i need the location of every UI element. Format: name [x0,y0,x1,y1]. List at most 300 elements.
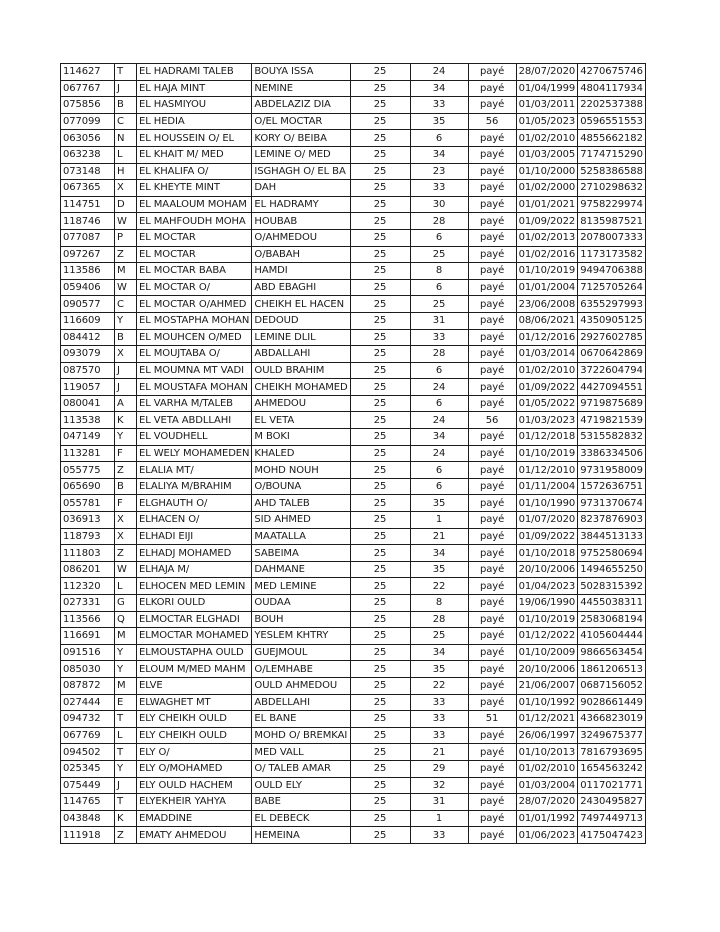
table-row [61,810,646,827]
table-row [61,478,646,495]
payment-status-cell: payé [468,595,516,612]
amount-cell: 25 [350,512,410,529]
letter-code-cell: J [115,777,137,794]
parent-name-cell: KORY O/ BEIBA [252,130,350,147]
payment-status-cell: payé [468,445,516,462]
date-cell: 01/03/2011 [516,97,578,114]
name-cell: EMATY AHMEDOU [137,827,252,844]
date-cell: 01/09/2022 [516,528,578,545]
letter-code-cell: E [115,694,137,711]
phone-number-cell: 2430495827 [578,794,646,811]
letter-code-cell: T [115,64,137,81]
date-cell: 01/03/2014 [516,346,578,363]
payment-status-cell: payé [468,628,516,645]
table-row [61,312,646,329]
letter-code-cell: N [115,130,137,147]
name-cell: ELY OULD HACHEM [137,777,252,794]
amount-cell: 25 [350,810,410,827]
record-id-cell: 075449 [61,777,115,794]
phone-number-cell: 2202537388 [578,97,646,114]
date-cell: 01/02/2016 [516,246,578,263]
record-id-cell: 113566 [61,611,115,628]
letter-code-cell: C [115,113,137,130]
name-cell: EL MOUJTABA O/ [137,346,252,363]
date-cell: 01/02/2010 [516,130,578,147]
parent-name-cell: ISGHAGH O/ EL BA [252,163,350,180]
amount-cell: 25 [350,263,410,280]
name-cell: ELHACEN O/ [137,512,252,529]
date-cell: 01/12/2016 [516,329,578,346]
payment-status-cell: payé [468,495,516,512]
phone-number-cell: 9866563454 [578,644,646,661]
phone-number-cell: 4855662182 [578,130,646,147]
amount-cell: 25 [350,495,410,512]
count-cell: 22 [410,578,468,595]
name-cell: EL MOUHCEN O/MED [137,329,252,346]
phone-number-cell: 0117021771 [578,777,646,794]
name-cell: EL MOCTAR O/AHMED [137,296,252,313]
letter-code-cell: G [115,595,137,612]
record-id-cell: 093079 [61,346,115,363]
amount-cell: 25 [350,578,410,595]
name-cell: EL VETA ABDLLAHI [137,412,252,429]
date-cell: 01/12/2021 [516,711,578,728]
payment-status-cell: payé [468,213,516,230]
phone-number-cell: 9731370674 [578,495,646,512]
date-cell: 20/10/2006 [516,561,578,578]
parent-name-cell: EL BANE [252,711,350,728]
phone-number-cell: 4270675746 [578,64,646,81]
date-cell: 01/04/2023 [516,578,578,595]
payment-status-cell: payé [468,578,516,595]
phone-number-cell: 9758229974 [578,196,646,213]
payment-status-cell: payé [468,196,516,213]
name-cell: ELMOUSTAPHA OULD [137,644,252,661]
count-cell: 34 [410,146,468,163]
table-row [61,429,646,446]
parent-name-cell: SABEIMA [252,545,350,562]
count-cell: 21 [410,528,468,545]
amount-cell: 25 [350,794,410,811]
amount-cell: 25 [350,130,410,147]
letter-code-cell: B [115,329,137,346]
date-cell: 01/10/1992 [516,694,578,711]
name-cell: EL HAJA MINT [137,80,252,97]
record-id-cell: 118793 [61,528,115,545]
records-table-body [61,64,646,844]
table-row [61,163,646,180]
payment-status-cell: payé [468,296,516,313]
letter-code-cell: Y [115,429,137,446]
parent-name-cell: GUEJMOUL [252,644,350,661]
phone-number-cell: 2710298632 [578,180,646,197]
parent-name-cell: EL VETA [252,412,350,429]
phone-number-cell: 7174715290 [578,146,646,163]
name-cell: EL HADRAMI TALEB [137,64,252,81]
parent-name-cell: O/BOUNA [252,478,350,495]
parent-name-cell: BOUH [252,611,350,628]
phone-number-cell: 2927602785 [578,329,646,346]
date-cell: 19/06/1990 [516,595,578,612]
amount-cell: 25 [350,478,410,495]
parent-name-cell: LEMINE DLIL [252,329,350,346]
parent-name-cell: OULD BRAHIM [252,362,350,379]
payment-status-cell: payé [468,727,516,744]
count-cell: 21 [410,744,468,761]
date-cell: 01/09/2022 [516,213,578,230]
amount-cell: 25 [350,229,410,246]
count-cell: 28 [410,611,468,628]
payment-status-cell: 51 [468,711,516,728]
count-cell: 28 [410,213,468,230]
letter-code-cell: T [115,794,137,811]
record-id-cell: 114627 [61,64,115,81]
name-cell: ELHOCEN MED LEMIN [137,578,252,595]
payment-status-cell: payé [468,379,516,396]
table-row [61,263,646,280]
amount-cell: 25 [350,711,410,728]
table-row [61,644,646,661]
letter-code-cell: Q [115,611,137,628]
date-cell: 01/10/2013 [516,744,578,761]
phone-number-cell: 4427094551 [578,379,646,396]
table-row [61,346,646,363]
parent-name-cell: OUDAA [252,595,350,612]
phone-number-cell: 5258386588 [578,163,646,180]
table-row [61,296,646,313]
table-row [61,113,646,130]
record-id-cell: 112320 [61,578,115,595]
table-row [61,362,646,379]
date-cell: 01/02/2010 [516,760,578,777]
parent-name-cell: ABD EBAGHI [252,279,350,296]
name-cell: EL VARHA M/TALEB [137,395,252,412]
record-id-cell: 080041 [61,395,115,412]
record-id-cell: 073148 [61,163,115,180]
table-row [61,545,646,562]
record-id-cell: 077087 [61,229,115,246]
phone-number-cell: 1654563242 [578,760,646,777]
letter-code-cell: A [115,395,137,412]
name-cell: EL MOCTAR BABA [137,263,252,280]
record-id-cell: 067365 [61,180,115,197]
table-row [61,146,646,163]
count-cell: 25 [410,628,468,645]
phone-number-cell: 1572636751 [578,478,646,495]
parent-name-cell: OULD AHMEDOU [252,677,350,694]
letter-code-cell: K [115,412,137,429]
name-cell: EL KHALIFA O/ [137,163,252,180]
letter-code-cell: Y [115,760,137,777]
date-cell: 01/07/2020 [516,512,578,529]
count-cell: 6 [410,130,468,147]
letter-code-cell: X [115,346,137,363]
count-cell: 24 [410,412,468,429]
date-cell: 01/12/2022 [516,628,578,645]
parent-name-cell: DEDOUD [252,312,350,329]
record-id-cell: 113281 [61,445,115,462]
parent-name-cell: O/LEMHABE [252,661,350,678]
amount-cell: 25 [350,296,410,313]
amount-cell: 25 [350,329,410,346]
amount-cell: 25 [350,346,410,363]
phone-number-cell: 3249675377 [578,727,646,744]
record-id-cell: 027331 [61,595,115,612]
date-cell: 01/02/2000 [516,180,578,197]
name-cell: ELHAJA M/ [137,561,252,578]
letter-code-cell: B [115,97,137,114]
phone-number-cell: 5028315392 [578,578,646,595]
count-cell: 35 [410,113,468,130]
table-row [61,495,646,512]
table-row [61,229,646,246]
count-cell: 8 [410,595,468,612]
amount-cell: 25 [350,312,410,329]
payment-status-cell: payé [468,644,516,661]
letter-code-cell: L [115,146,137,163]
record-id-cell: 059406 [61,279,115,296]
amount-cell: 25 [350,362,410,379]
phone-number-cell: 4804117934 [578,80,646,97]
parent-name-cell: SID AHMED [252,512,350,529]
table-row [61,97,646,114]
payment-status-cell: payé [468,180,516,197]
amount-cell: 25 [350,429,410,446]
table-row [61,760,646,777]
date-cell: 26/06/1997 [516,727,578,744]
phone-number-cell: 4455038311 [578,595,646,612]
name-cell: ELY O/MOHAMED [137,760,252,777]
record-id-cell: 097267 [61,246,115,263]
name-cell: EL MOCTAR [137,246,252,263]
letter-code-cell: W [115,561,137,578]
parent-name-cell: HEMEINA [252,827,350,844]
date-cell: 01/03/2004 [516,777,578,794]
phone-number-cell: 1494655250 [578,561,646,578]
letter-code-cell: M [115,677,137,694]
phone-number-cell: 0670642869 [578,346,646,363]
amount-cell: 25 [350,677,410,694]
name-cell: EL WELY MOHAMEDEN [137,445,252,462]
count-cell: 33 [410,694,468,711]
count-cell: 28 [410,346,468,363]
date-cell: 28/07/2020 [516,794,578,811]
count-cell: 35 [410,495,468,512]
date-cell: 01/10/2019 [516,611,578,628]
payment-status-cell: payé [468,163,516,180]
count-cell: 33 [410,827,468,844]
phone-number-cell: 9731958009 [578,462,646,479]
record-id-cell: 111803 [61,545,115,562]
record-id-cell: 086201 [61,561,115,578]
record-id-cell: 043848 [61,810,115,827]
letter-code-cell: X [115,512,137,529]
table-row [61,379,646,396]
table-row [61,694,646,711]
parent-name-cell: EL HADRAMY [252,196,350,213]
parent-name-cell: O/ TALEB AMAR [252,760,350,777]
count-cell: 6 [410,478,468,495]
date-cell: 01/12/2018 [516,429,578,446]
letter-code-cell: J [115,80,137,97]
record-id-cell: 063238 [61,146,115,163]
amount-cell: 25 [350,196,410,213]
count-cell: 6 [410,462,468,479]
payment-status-cell: payé [468,512,516,529]
phone-number-cell: 7125705264 [578,279,646,296]
parent-name-cell: AHMEDOU [252,395,350,412]
letter-code-cell: K [115,810,137,827]
amount-cell: 25 [350,545,410,562]
count-cell: 32 [410,777,468,794]
phone-number-cell: 1173173582 [578,246,646,263]
table-row [61,561,646,578]
table-row [61,744,646,761]
record-id-cell: 111918 [61,827,115,844]
phone-number-cell: 2583068194 [578,611,646,628]
count-cell: 33 [410,180,468,197]
record-id-cell: 087872 [61,677,115,694]
phone-number-cell: 0687156052 [578,677,646,694]
amount-cell: 25 [350,827,410,844]
phone-number-cell: 5315582832 [578,429,646,446]
payment-status-cell: payé [468,279,516,296]
table-row [61,827,646,844]
table-row [61,677,646,694]
phone-number-cell: 8135987521 [578,213,646,230]
amount-cell: 25 [350,661,410,678]
date-cell: 01/11/2004 [516,478,578,495]
amount-cell: 25 [350,644,410,661]
record-id-cell: 067769 [61,727,115,744]
amount-cell: 25 [350,64,410,81]
record-id-cell: 075856 [61,97,115,114]
date-cell: 23/06/2008 [516,296,578,313]
parent-name-cell: NEMINE [252,80,350,97]
payment-status-cell: payé [468,329,516,346]
amount-cell: 25 [350,611,410,628]
parent-name-cell: EL DEBECK [252,810,350,827]
payment-status-cell: payé [468,97,516,114]
amount-cell: 25 [350,628,410,645]
count-cell: 6 [410,395,468,412]
record-id-cell: 055775 [61,462,115,479]
name-cell: EL MAALOUM MOHAM [137,196,252,213]
amount-cell: 25 [350,213,410,230]
table-row [61,661,646,678]
payment-status-cell: payé [468,478,516,495]
phone-number-cell: 3722604794 [578,362,646,379]
table-row [61,611,646,628]
count-cell: 24 [410,445,468,462]
record-id-cell: 091516 [61,644,115,661]
phone-number-cell: 4350905125 [578,312,646,329]
table-row [61,711,646,728]
table-row [61,180,646,197]
letter-code-cell: W [115,213,137,230]
date-cell: 01/02/2010 [516,362,578,379]
letter-code-cell: L [115,727,137,744]
parent-name-cell: ABDALLAHI [252,346,350,363]
name-cell: ELMOCTAR MOHAMED [137,628,252,645]
table-row [61,578,646,595]
phone-number-cell: 9494706388 [578,263,646,280]
records-table [60,63,646,844]
parent-name-cell: MED VALL [252,744,350,761]
payment-status-cell: 56 [468,412,516,429]
date-cell: 01/10/2019 [516,445,578,462]
letter-code-cell: P [115,229,137,246]
count-cell: 34 [410,429,468,446]
letter-code-cell: Y [115,312,137,329]
parent-name-cell: DAH [252,180,350,197]
phone-number-cell: 4366823019 [578,711,646,728]
count-cell: 30 [410,196,468,213]
record-id-cell: 113586 [61,263,115,280]
record-id-cell: 114765 [61,794,115,811]
amount-cell: 25 [350,279,410,296]
parent-name-cell: M BOKI [252,429,350,446]
parent-name-cell: LEMINE O/ MED [252,146,350,163]
letter-code-cell: F [115,445,137,462]
parent-name-cell: OULD ELY [252,777,350,794]
payment-status-cell: payé [468,80,516,97]
count-cell: 31 [410,794,468,811]
parent-name-cell: ABDELAZIZ DIA [252,97,350,114]
count-cell: 33 [410,97,468,114]
amount-cell: 25 [350,595,410,612]
table-row [61,512,646,529]
name-cell: EL KHAIT M/ MED [137,146,252,163]
name-cell: ELALIA MT/ [137,462,252,479]
date-cell: 01/01/2021 [516,196,578,213]
record-id-cell: 063056 [61,130,115,147]
parent-name-cell: MED LEMINE [252,578,350,595]
amount-cell: 25 [350,113,410,130]
name-cell: ELY CHEIKH OULD [137,727,252,744]
table-row [61,130,646,147]
name-cell: ELHADI EIJI [137,528,252,545]
count-cell: 1 [410,512,468,529]
letter-code-cell: Z [115,827,137,844]
letter-code-cell: M [115,263,137,280]
table-row [61,445,646,462]
payment-status-cell: payé [468,827,516,844]
count-cell: 22 [410,677,468,694]
amount-cell: 25 [350,760,410,777]
parent-name-cell: DAHMANE [252,561,350,578]
phone-number-cell: 8237876903 [578,512,646,529]
phone-number-cell: 1861206513 [578,661,646,678]
record-id-cell: 114751 [61,196,115,213]
record-id-cell: 119057 [61,379,115,396]
table-row [61,196,646,213]
table-row [61,412,646,429]
record-id-cell: 084412 [61,329,115,346]
count-cell: 33 [410,329,468,346]
letter-code-cell: L [115,578,137,595]
name-cell: EL HASMIYOU [137,97,252,114]
date-cell: 01/10/2000 [516,163,578,180]
name-cell: ELKORI OULD [137,595,252,612]
table-row [61,528,646,545]
count-cell: 31 [410,312,468,329]
payment-status-cell: payé [468,760,516,777]
date-cell: 01/01/1992 [516,810,578,827]
date-cell: 01/03/2005 [516,146,578,163]
count-cell: 34 [410,545,468,562]
name-cell: EL VOUDHELL [137,429,252,446]
